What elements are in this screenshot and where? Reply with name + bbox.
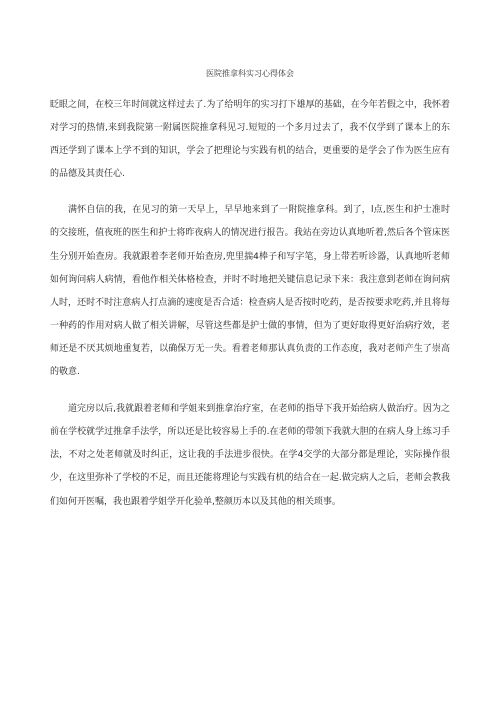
paragraph-first-day: 满怀自信的我，在见习的第一天早上，早早地来到了一附院推拿科。到了，l点,医生和护士准时的交接班，值夜班的医生和护士将昨夜病人的情况进行报告。我站在旁边认真地听着,然后各个管床医生分别开始查房。我就跟着李老师开始查房,兜里揣4棒子和写字笔，身上带若听诊器，认真地听老师如何询问病人病情，看他作相关体格检查，并时不时地把关键信息记录下来：我注意到老师在询问病人时，还时不时注意病人打点滴的速度是否合适：检查病人是否按时吃药，是否按要求吃药,并且将每一种药的作用对病人做了相关讲解，尽管这些都是护士做的事情，但为了更好取得更好治病疗效，老师还是不厌其烦地重复若，以确保万无一失。看着老师那认真负责的工作态度，我对老师产生了崇高的敬意. — [50, 205, 450, 378]
paragraph-treatment-room: 道完房以后,我就跟着老师和学姐来到推拿治疗室，在老师的指导下我开始给病人做治疗。因为之前在学校就学过推拿手法学，所以还是比较容易上手的.在老师的带领下我就大胆的在病人身上练习手法，不对之处老师就及时纠正，这让我的手法进步很快。在学4交学的大部分都是理论，实际操作很少，在这里弥补了学校的不足，而且还能将理论与实践有机的结合在一起.做完病人之后，老师会教我们如何开医嘱，我也跟着学姐学开化验单,整颜历本以及其他的相关琐事。 — [50, 404, 450, 507]
paragraph-intro: 眨眼之间，在校三年时间就这样过去了.为了给明年的实习打下雄厚的基础，在今年若假之中，我怀着对学习的热情,来到我院第一附属医院推拿科见习.短短的一个多月过去了，我不仅学到了课本上的东西还学到了课本上学不到的知识，学会了把理论与实践有机的结合，更重要的是学会了作为医生应有的品德及其责任心. — [50, 100, 450, 180]
document-title: 医院推拿科实习心得体会 — [206, 69, 294, 78]
